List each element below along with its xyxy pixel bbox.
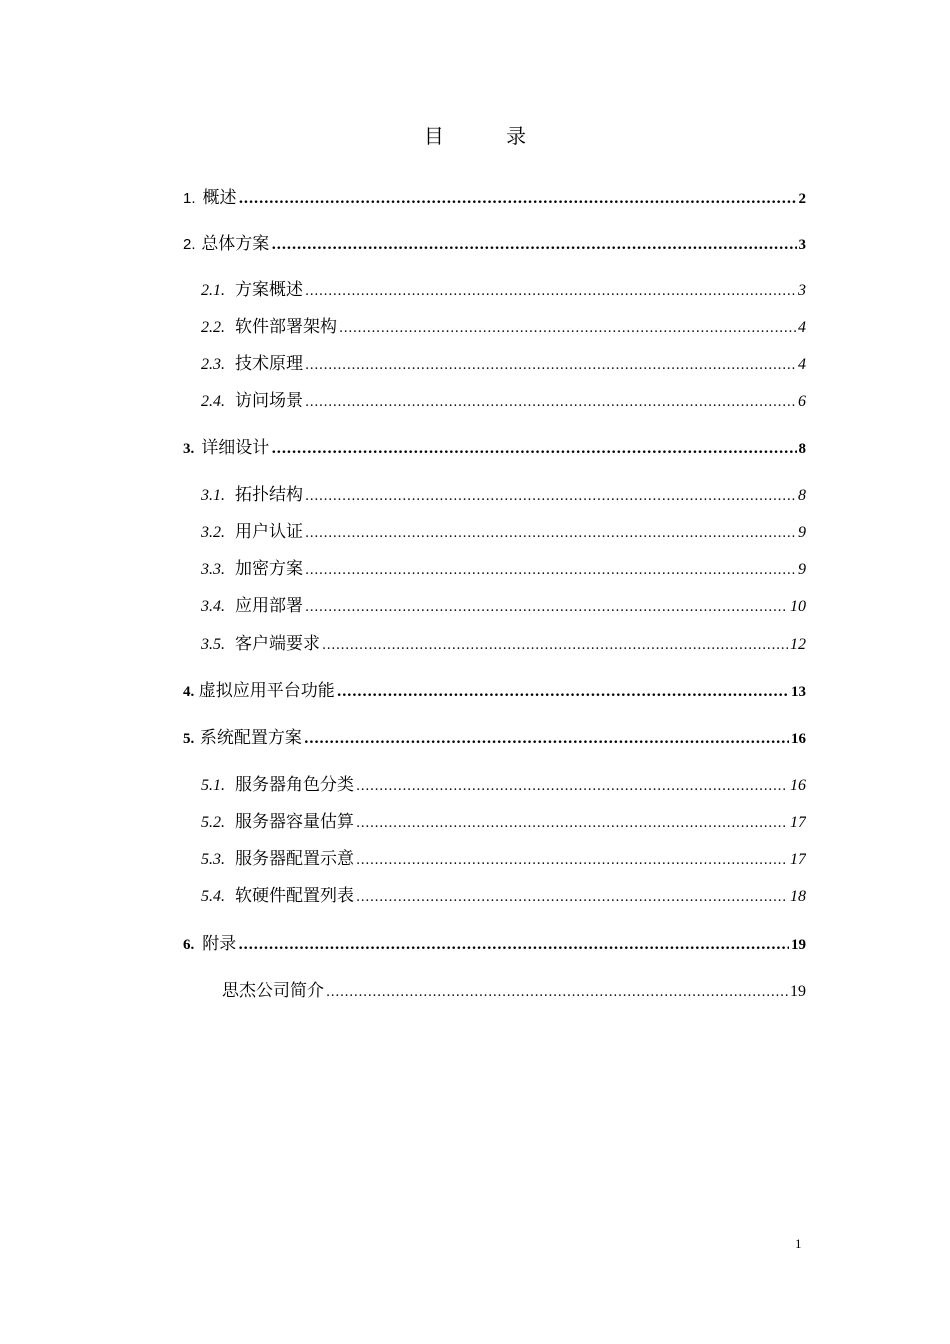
toc-entry[interactable] <box>201 275 806 299</box>
toc-dot-leader <box>322 634 788 653</box>
toc-dot-leader <box>337 681 789 700</box>
toc-entry-number: 2.3. <box>201 356 225 373</box>
toc-entry-number: 5.3. <box>201 851 225 868</box>
toc-entry[interactable] <box>222 976 806 1000</box>
toc-dot-leader <box>356 849 788 868</box>
toc-entry-page: 6 <box>798 393 806 410</box>
toc-dot-leader <box>238 934 789 953</box>
toc-entry-number: 3.3. <box>201 561 225 578</box>
toc-entry[interactable] <box>201 807 806 831</box>
toc-dot-leader <box>304 728 789 747</box>
toc-entry[interactable] <box>201 629 806 653</box>
toc-entry[interactable] <box>183 433 806 457</box>
toc-entry-label: 拓扑结构 <box>235 485 303 504</box>
toc-dot-leader <box>305 559 796 578</box>
toc-entry[interactable] <box>201 844 806 868</box>
toc-entry-label: 访问场景 <box>235 391 303 410</box>
toc-entry[interactable] <box>201 349 806 373</box>
toc-entry-number: 3.1. <box>201 487 225 504</box>
toc-dot-leader <box>326 981 788 1000</box>
toc-entry-page: 19 <box>790 983 806 1000</box>
toc-entry-page: 4 <box>798 356 806 373</box>
toc-entry-page: 2 <box>798 191 806 207</box>
toc-entry-number: 3. <box>183 441 195 457</box>
toc-entry[interactable] <box>201 480 806 504</box>
toc-entry-page: 9 <box>798 524 806 541</box>
toc-entry-page: 8 <box>798 441 806 457</box>
toc-entry-page: 16 <box>790 777 806 794</box>
toc-entry[interactable] <box>201 770 806 794</box>
toc-entry-label: 加密方案 <box>235 559 303 578</box>
toc-entry-page: 3 <box>798 282 806 299</box>
toc-title: 目 录 <box>423 124 555 148</box>
toc-entry-page: 17 <box>790 814 806 831</box>
toc-entry-label: 虚拟应用平台功能 <box>198 681 335 700</box>
toc-entry-number: 2.1. <box>201 282 225 299</box>
toc-entry-page: 18 <box>790 888 806 905</box>
toc-entry-label: 总体方案 <box>201 234 270 253</box>
toc-dot-leader <box>271 438 796 457</box>
toc-entry-number: 1. <box>183 190 196 207</box>
toc-dot-leader <box>271 234 796 253</box>
toc-entry-number: 3.2. <box>201 524 225 541</box>
toc-entry-label: 详细设计 <box>201 438 270 457</box>
toc-dot-leader <box>356 775 788 794</box>
toc-entry-label: 系统配置方案 <box>199 728 302 747</box>
toc-entry-number: 3.4. <box>201 598 225 615</box>
toc-entry-number: 3.5. <box>201 636 225 653</box>
toc-entry[interactable] <box>201 881 806 905</box>
toc-dot-leader <box>305 596 788 615</box>
toc-entry[interactable] <box>201 312 806 336</box>
toc-dot-leader <box>305 280 796 299</box>
toc-dot-leader <box>305 391 796 410</box>
toc-dot-leader <box>305 485 796 504</box>
toc-dot-leader <box>238 188 796 207</box>
toc-entry-page: 12 <box>790 636 806 653</box>
toc-entry-number: 2. <box>183 236 196 253</box>
toc-entry-label: 思杰公司简介 <box>222 981 324 1000</box>
toc-entry-label: 概述 <box>202 188 237 207</box>
toc-entry-number: 2.4. <box>201 393 225 410</box>
toc-entry-label: 应用部署 <box>235 596 303 615</box>
toc-entry[interactable] <box>201 591 806 615</box>
toc-entry-page: 16 <box>791 731 806 747</box>
toc-entry-label: 用户认证 <box>235 522 303 541</box>
toc-entry-number: 4. <box>183 684 195 700</box>
toc-entry-page: 4 <box>798 319 806 336</box>
toc-entry-page: 10 <box>790 598 806 615</box>
toc-entry[interactable] <box>183 929 806 953</box>
toc-entry-page: 8 <box>798 487 806 504</box>
toc-dot-leader <box>339 317 796 336</box>
toc-entry[interactable] <box>183 676 806 700</box>
toc-dot-leader <box>305 354 796 373</box>
toc-entry-number: 6. <box>183 937 195 953</box>
toc-entry-label: 客户端要求 <box>235 634 320 653</box>
page-number: 1 <box>795 1236 802 1251</box>
toc-entry-label: 技术原理 <box>235 354 303 373</box>
toc-entry[interactable] <box>201 386 806 410</box>
toc-entry-label: 软件部署架构 <box>235 317 337 336</box>
toc-entry-label: 服务器容量估算 <box>235 812 354 831</box>
toc-entry-label: 服务器配置示意 <box>235 849 354 868</box>
toc-dot-leader <box>305 522 796 541</box>
toc-entry[interactable] <box>183 229 806 253</box>
toc-entry-label: 方案概述 <box>235 280 303 299</box>
toc-entry-page: 3 <box>798 237 806 253</box>
toc-entry-number: 5.1. <box>201 777 225 794</box>
toc-dot-leader <box>356 886 788 905</box>
toc-dot-leader <box>356 812 788 831</box>
toc-entry-number: 5. <box>183 731 195 747</box>
toc-entry-label: 服务器角色分类 <box>235 775 354 794</box>
toc-entry-number: 2.2. <box>201 319 225 336</box>
toc-entry[interactable] <box>201 517 806 541</box>
toc-entry-page: 17 <box>790 851 806 868</box>
toc-entry-page: 13 <box>791 684 806 700</box>
toc-entry-label: 附录 <box>202 934 237 953</box>
toc-entry[interactable] <box>183 183 806 207</box>
toc-entry-page: 19 <box>791 937 806 953</box>
toc-entry[interactable] <box>183 723 806 747</box>
toc-entry-label: 软硬件配置列表 <box>235 886 354 905</box>
toc-entry-number: 5.2. <box>201 814 225 831</box>
toc-entry-page: 9 <box>798 561 806 578</box>
toc-entry-number: 5.4. <box>201 888 225 905</box>
toc-entry[interactable] <box>201 554 806 578</box>
